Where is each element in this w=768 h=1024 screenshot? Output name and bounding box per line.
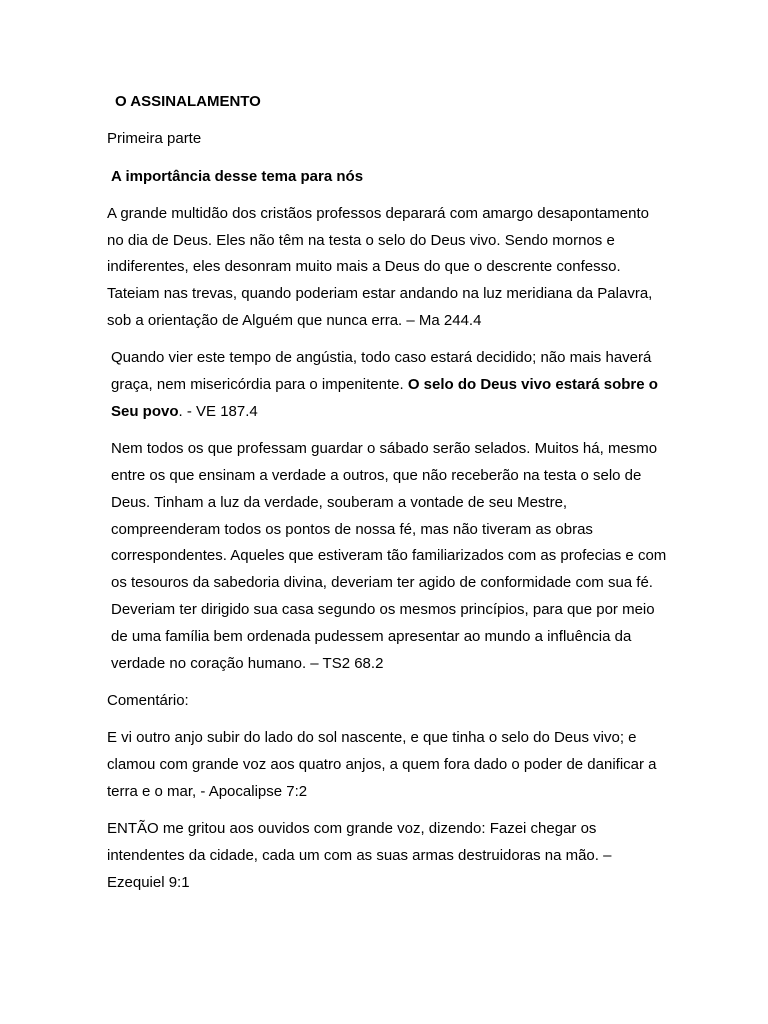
paragraph-1: A grande multidão dos cristãos professos deparará com amargo desapontamento no dia de Deus. Eles não têm na testa o selo do Deus vivo. Sendo mornos e indiferentes, eles desonram muito mais a Deus do que o descrente confesso. Tateiam nas trevas, quando poderiam estar andando na luz meridiana da Palavra, sob a orientação de Alguém que nunca erra. – Ma 244.4 <box>107 204 653 330</box>
paragraph-2-bold: O selo do Deus vivo estará sobre o Seu povo <box>111 376 658 420</box>
document-title: O ASSINALAMENTO <box>115 93 261 110</box>
paragraph-5: ENTÃO me gritou aos ouvidos com grande voz, dizendo: Fazei chegar os intendentes da cidade, cada um com as suas armas destruidoras na mão. – Ezequiel 9:1 <box>107 820 612 891</box>
paragraph-2 <box>107 345 668 425</box>
paragraph-2-lead: Quando vier este tempo de angústia, todo caso estará decidido; não mais haverá graça, nem misericórdia para o impenitente. <box>111 349 652 394</box>
paragraph-2-tail: . - VE 187.4 <box>178 402 258 420</box>
part-label: Primeira parte <box>107 130 202 148</box>
section-heading: A importância desse tema para nós <box>111 167 364 185</box>
paragraph-3: Nem todos os que professam guardar o sábado serão selados. Muitos há, mesmo entre os que ensinam a verdade a outros, que não receberão na testa o selo de Deus. Tinham a luz da verdade, souberam a vontade de seu Mestre, compreenderam todos os pontos de nossa fé, mas não tiveram as obras correspondentes. Aqueles que estiveram tão familiarizados com as profecias e com os tesouros da sabedoria divina, deveriam ter agido de conformidade com sua fé. Deveriam ter dirigido sua casa segundo os mesmos princípios, para que por meio de uma família bem ordenada pudessem apresentar ao mundo a influência da verdade no coração humano. – TS2 68.2 <box>111 440 667 672</box>
paragraph-4: E vi outro anjo subir do lado do sol nascente, e que tinha o selo do Deus vivo; e clamou com grande voz aos quatro anjos, a quem fora dado o poder de danificar a terra e o mar, - Apocalipse 7:2 <box>107 729 657 800</box>
comment-label: Comentário: <box>107 691 189 709</box>
